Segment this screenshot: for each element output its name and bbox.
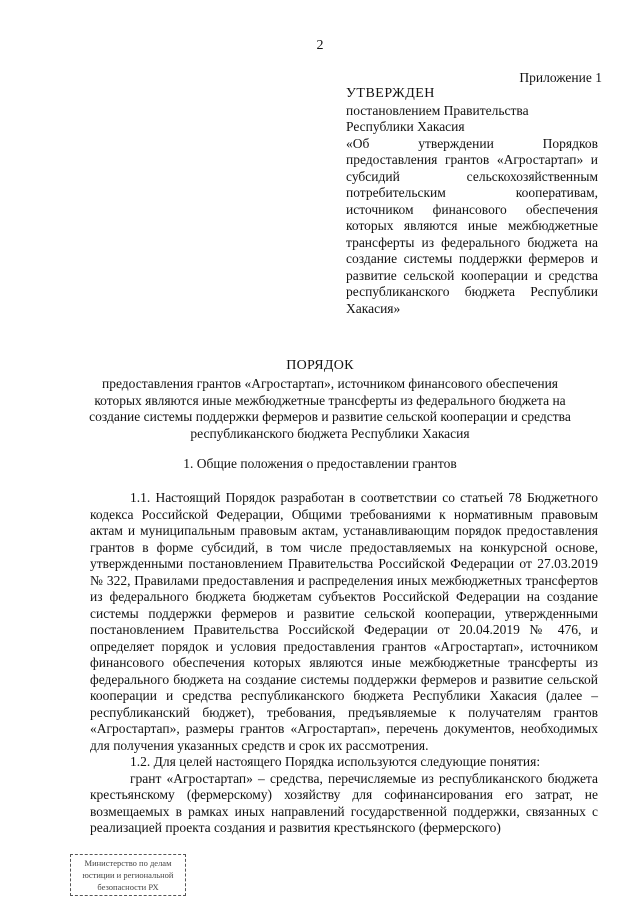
appendix-label: Приложение 1 [519,70,602,85]
paragraph: 1.2. Для целей настоящего Порядка используются следующие понятия: [130,754,541,769]
approval-block [346,86,598,317]
document-title: ПОРЯДОК [286,358,354,373]
stamp-line: юстиции и региональной [82,870,174,880]
approval-line: Республики Хакасия [346,119,465,134]
section-heading: 1. Общие положения о предоставлении грантов [183,456,457,471]
document-body [90,490,598,837]
registration-stamp [70,854,186,896]
stamp-line: Министерство по делам [84,858,172,868]
page-number: 2 [316,38,324,53]
paragraph: 1.1. Настоящий Порядок разработан в соответствии со статьей 78 Бюджетного кодекса Российской Федерации, Общими требованиями к нормативным правовым актам и муниципальным правовым актам, устанавливающим порядок предоставления грантов в форме субсидий, в том числе предоставляемых на конкурсной основе, утвержденными постановлением Правительства Российской Федерации от 27.03.2019 № 322, Правилами предоставления и распределения иных межбюджетных трансфертов из федерального бюджета бюджетам субъектов Российской Федерации на создание системы поддержки фермеров и развитие сельской кооперации, утвержденными постановлением Правительства Российской Федерации от 20.04.2019 № 476, и определяет порядок и условия предоставления грантов «Агростартап», источником финансового обеспечения которых являются иные межбюджетные трансферты из федерального бюджета на создание системы поддержки фермеров и развитие сельской кооперации и средства республиканского бюджета Республики Хакасия (далее – республиканский бюджет), требования, предъявляемые к получателям грантов «Агростартап», размеры грантов «Агростартап», перечень документов, необходимых для получения указанных средств и срок их рассмотрения. [90,490,598,753]
paragraph: грант «Агростартап» – средства, перечисляемые из республиканского бюджета крестьянскому (фермерскому) хозяйству для софинансирования его затрат, не возмещаемых в рамках иных направлений государственной поддержки, связанных с реализацией проекта создания и развития крестьянского (фермерского) [90,770,598,835]
approval-line: постановлением Правительства [346,102,529,118]
stamp-line: безопасности РХ [97,882,159,892]
document-subtitle: предоставления грантов «Агростартап», источником финансового обеспечения которых являются иные межбюджетные трансферты из федерального бюджета на создание системы поддержки фермеров и развитие сельской кооперации и средства республиканского бюджета Республики Хакасия [89,376,571,441]
approved-title: УТВЕРЖДЕН [346,86,435,101]
basis-title: «Об утверждении Порядков предоставления грантов «Агростартап» и субсидий сельскохозяйственным потребительским кооперативам, источником финансового обеспечения которых являются иные межбюджетные трансферты из федерального бюджета на создание системы поддержки фермеров и развитие сельской кооперации и средства республиканского бюджета Республики Хакасия» [346,135,598,316]
